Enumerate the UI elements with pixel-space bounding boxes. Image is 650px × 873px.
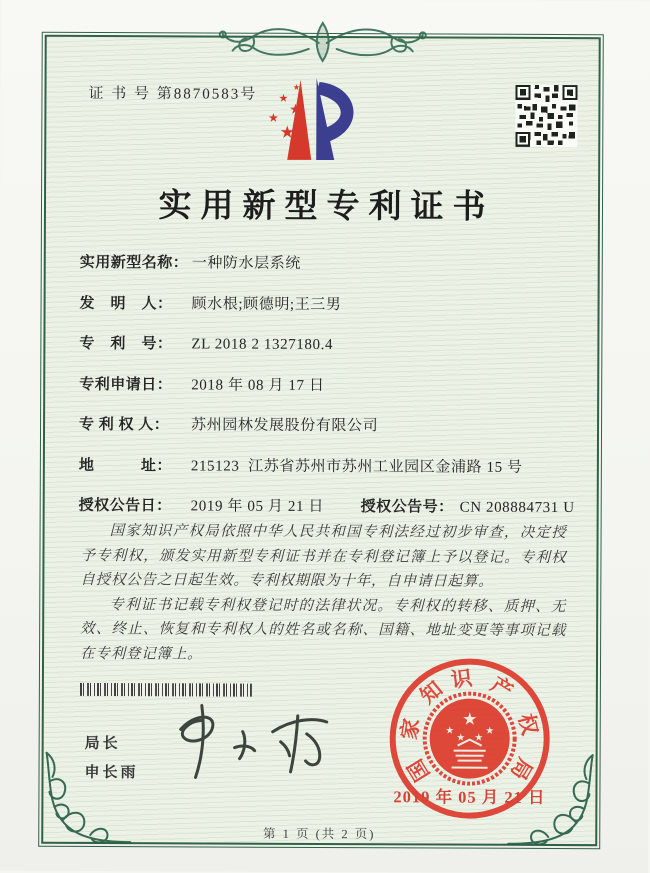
svg-text:★: ★: [292, 82, 301, 92]
field-row-address: [79, 453, 575, 479]
decorative-frame: [38, 32, 604, 849]
director-block: [84, 730, 138, 788]
legal-paragraph: 国家知识产权局依照中华人民共和国专利法经过初步审查，决定授予专利权，颁发实用新型专利证书并在专利登记簿上予以登记。专利权自授权公告之日起生效。专利权期限为十年，自申请日起算。: [80, 523, 567, 590]
svg-text:★: ★: [456, 732, 466, 744]
field-row-grant: [79, 494, 575, 520]
cnipa-logo-icon: [258, 74, 374, 167]
certificate-number: 证 书 号 第8870583号: [88, 85, 258, 103]
national-emblem-icon: [424, 693, 514, 783]
field-value: 顾水根;顾德明;王三男: [191, 295, 342, 313]
svg-text:★: ★: [462, 709, 478, 729]
official-seal-stamp: [369, 641, 570, 842]
svg-text:★: ★: [278, 92, 289, 105]
field-label: 发 明 人：: [79, 295, 173, 312]
field-value: ZL 2018 2 1327180.4: [191, 336, 334, 354]
seal-char: 国: [402, 754, 435, 786]
director-title: 局长: [84, 735, 121, 753]
field-row-patentee: [79, 413, 575, 439]
seal-date: 2019 年 05 月 21 日: [393, 787, 546, 807]
field-row-name: [80, 251, 576, 277]
certificate-content: [39, 33, 603, 848]
seal-char: 产: [486, 672, 517, 704]
svg-text:★: ★: [267, 110, 279, 125]
field-label: 专利申请日：: [79, 376, 173, 393]
field-label: 专 利 号：: [79, 335, 173, 353]
field-value: 苏州园林发展股份有限公司: [191, 417, 379, 435]
qr-code-icon: [515, 85, 577, 147]
field-value: CN 208884731 U: [459, 499, 575, 517]
field-label: 实用新型名称：: [79, 254, 189, 272]
field-value: 一种防水层系统: [191, 255, 301, 272]
seal-char: 权: [513, 711, 543, 738]
field-label: 授权公告日：: [78, 497, 172, 515]
field-label: 授权公告号：: [360, 499, 454, 516]
director-name: 申长雨: [84, 764, 139, 782]
director-signature-icon: [154, 695, 349, 796]
page-number: 第 1 页 (共 2 页): [263, 826, 376, 842]
field-label: 地 址：: [78, 457, 172, 474]
field-row-inventors: [80, 291, 576, 317]
field-value: 215123 江苏省苏州市苏州工业园区金浦路 15 号: [190, 457, 523, 476]
field-row-patent-number: [79, 332, 575, 358]
field-value: 2018 年 08 月 17 日: [191, 376, 325, 394]
field-row-filing-date: [79, 372, 575, 398]
svg-text:★: ★: [474, 732, 484, 744]
svg-text:★: ★: [289, 102, 302, 118]
seal-char: 识: [449, 665, 474, 693]
seal-char: 知: [415, 676, 448, 709]
certificate-title: 实用新型专利证书: [158, 188, 495, 226]
legal-paragraph: 专利证书记载专利权登记时的法律状况。专利权的转移、质押、无效、终止、恢复和专利权人的姓名或名称、国籍、地址变更等事项记载在专利登记簿上。: [80, 596, 567, 662]
field-rows: [79, 251, 576, 537]
svg-text:★: ★: [279, 122, 295, 142]
seal-char: 家: [396, 716, 424, 742]
svg-text:★: ★: [445, 725, 455, 737]
field-value: 2019 年 05 月 21 日: [190, 498, 325, 515]
seal-char: 局: [505, 753, 538, 784]
field-label: 专 利 权 人：: [79, 416, 170, 434]
svg-text:★: ★: [485, 725, 495, 737]
